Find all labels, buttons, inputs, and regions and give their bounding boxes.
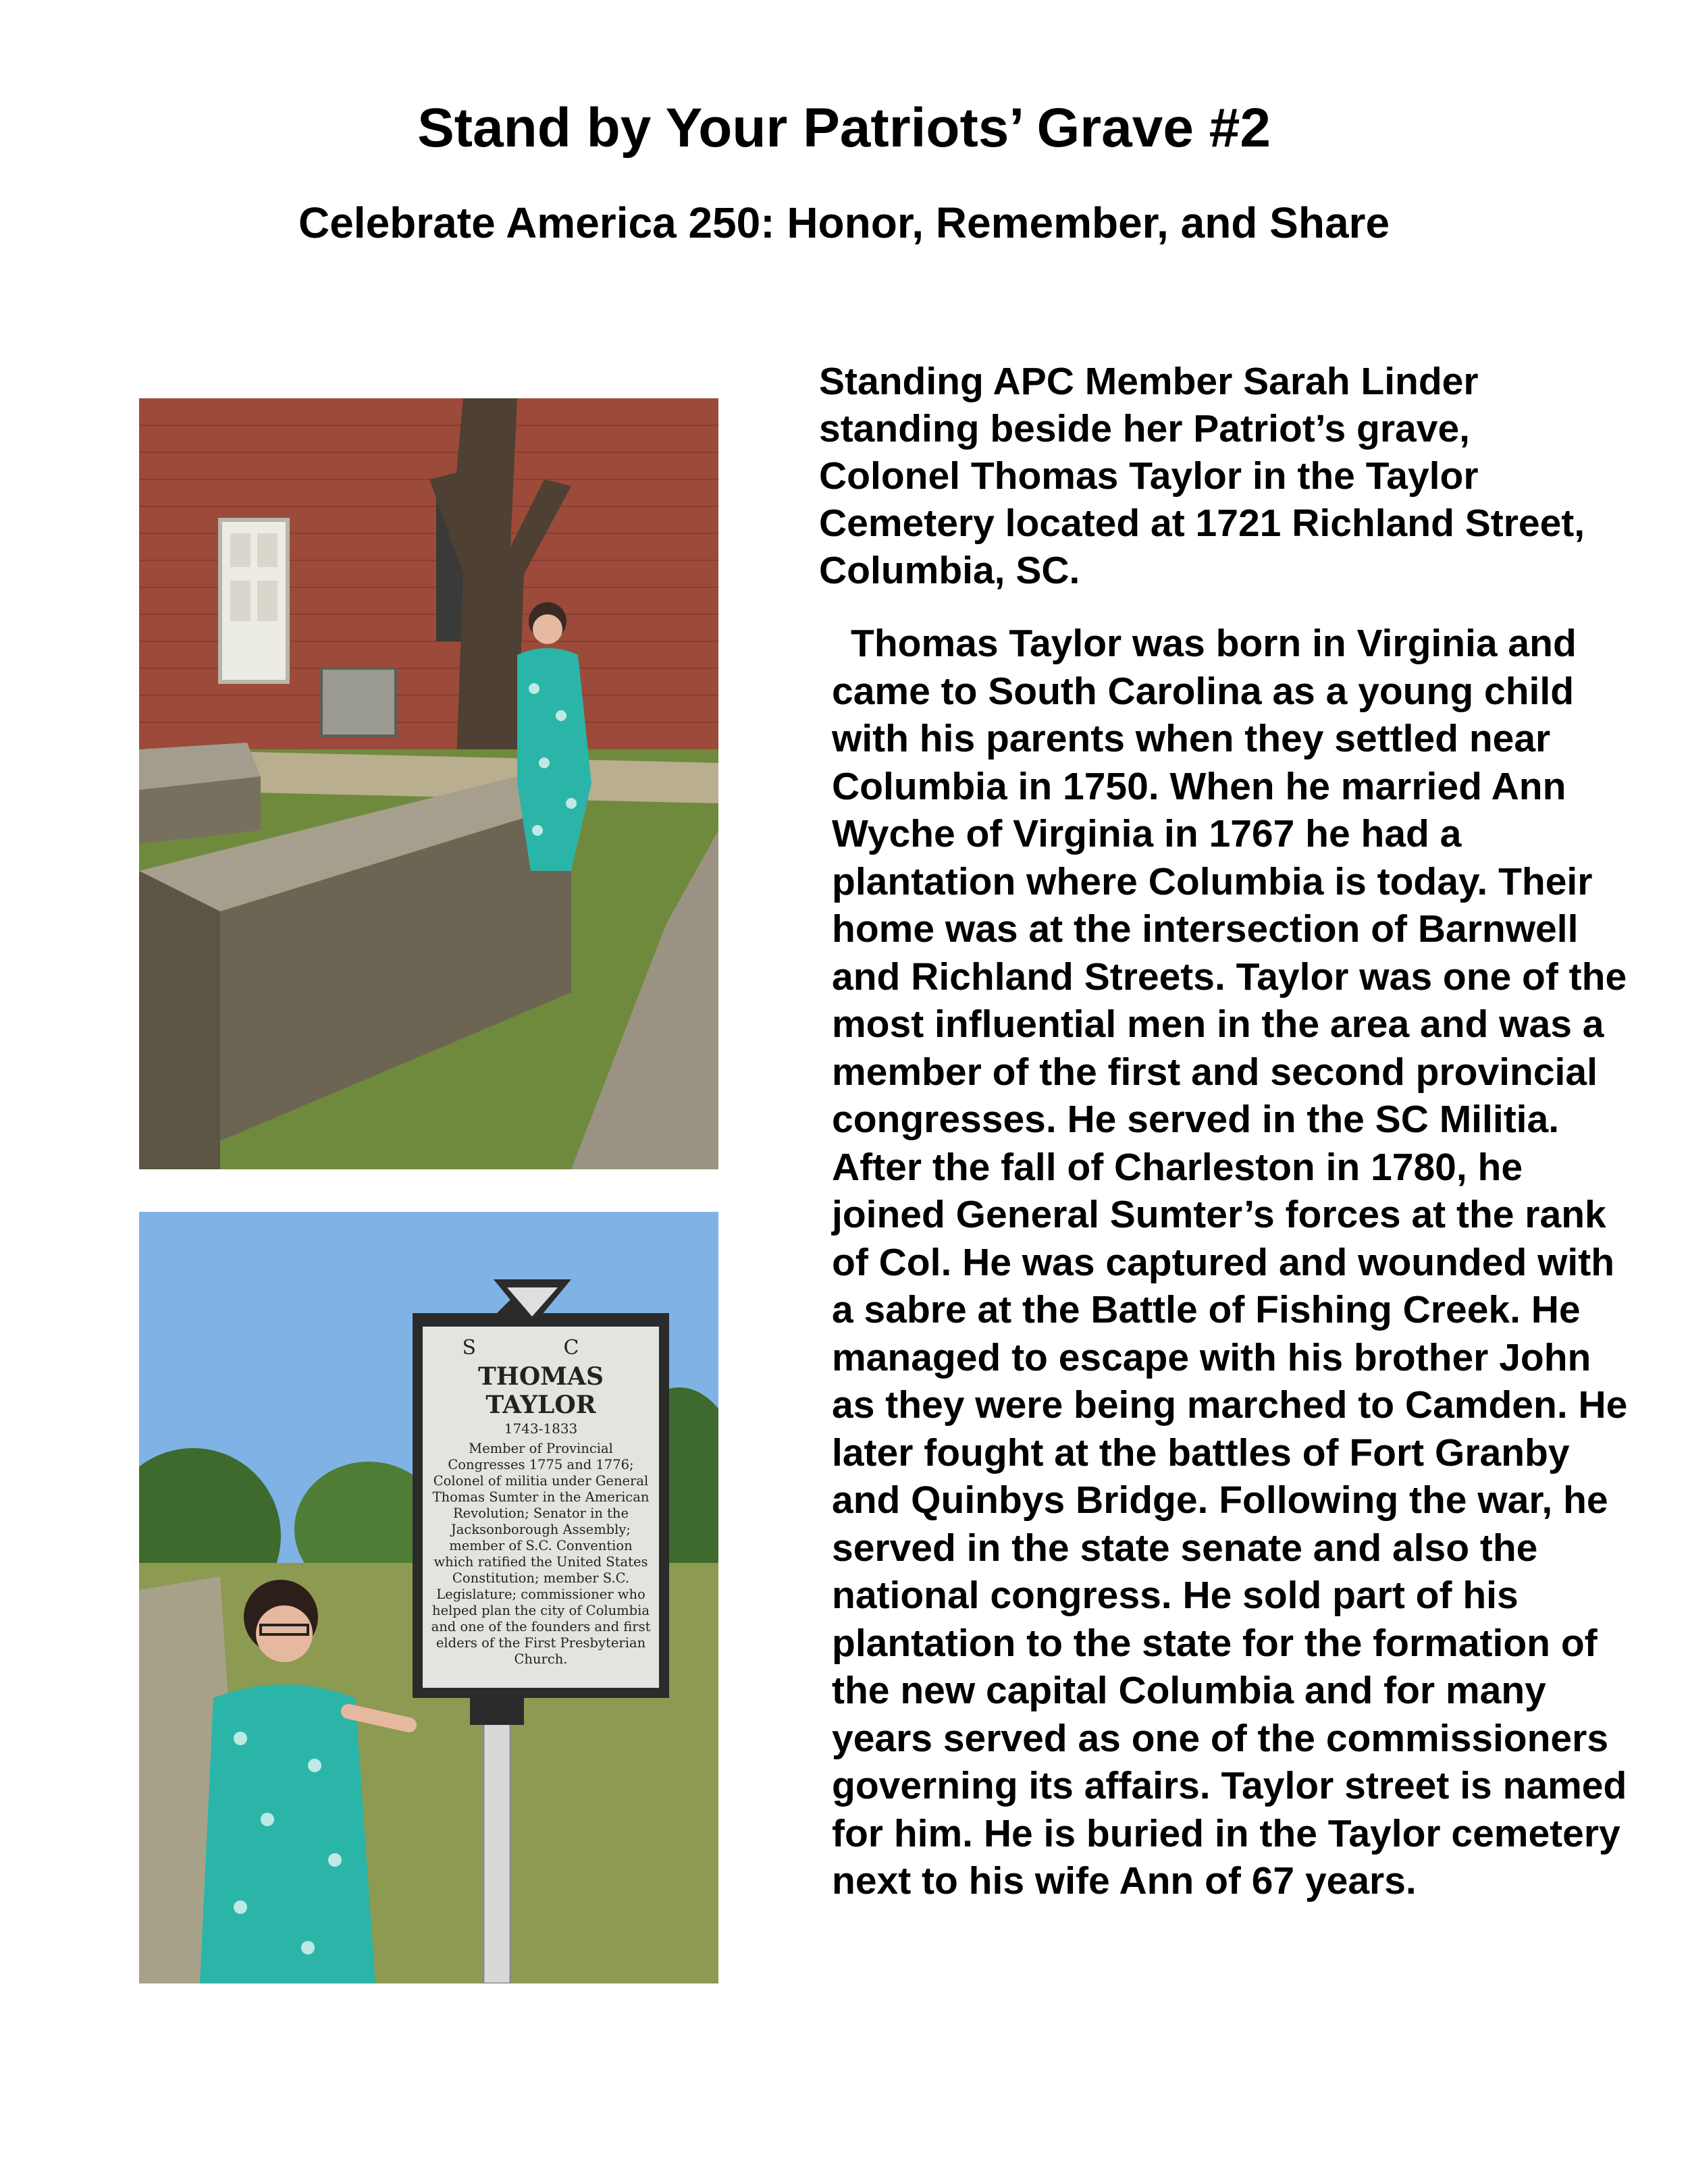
page-title: Stand by Your Patriots’ Grave #2 [417, 97, 1271, 159]
grave-photo [139, 398, 718, 1169]
biography-text: Thomas Taylor was born in Virginia and came to South Carolina as a young child with his parents when they settled near Columbia in 1750. When he married Ann Wyche of Virginia in 1767 he had a plantation where Columbia is today. Their home was at the intersection of Barnwell and Richland Streets. Taylor was one of the most influential men in the area and was a member of the first and second provincial congresses. He served in the SC Militia. After the fall of Charleston in 1780, he joined General Sumter’s forces at the rank of Col. He was captured and wounded with a sabre at the Battle of Fishing Creek. He managed to escape with his brother John as they were being marched to Camden. He later fought at the battles of Fort Granby and Quinbys Bridge. Following the war, he served in the state senate and also the national congress. He sold part of his plantation to the state for the formation of the new capital Columbia and for many years served as one of the commissioners governing its affairs. Taylor street is named for him. He is buried in the Taylor cemetery next to his wife Ann of 67 years. [832, 622, 1628, 1902]
marker-photo [139, 1212, 718, 1983]
marker-post [483, 1684, 510, 1983]
ac-unit [321, 668, 396, 736]
marker-inscription: Member of Provincial Congresses 1775 and 1776; Colonel of militia under General Thomas Sumter in the American Revolution; Senator in the Jacksonborough Assembly; member of S.C. Convention which ratified the United States Constitution; member S.C. Legislature; commissioner who helped plan the city of Columbia and one of the founders and first elders of the First Presbyterian Church. [431, 1441, 651, 1667]
marker-state-letters: S C [462, 1336, 620, 1360]
woman-dress [200, 1684, 375, 1983]
grave-photo-illustration [139, 398, 718, 1169]
marker-years: 1743-1833 [504, 1420, 578, 1437]
marker-name: THOMAS TAYLOR [478, 1362, 604, 1419]
marker-text [431, 1333, 651, 1681]
photo-caption: Standing APC Member Sarah Linder standing beside her Patriot’s grave, Colonel Thomas Taylor in the Taylor Cemetery located at 1721 Richland Street, Columbia, SC. [819, 360, 1585, 592]
page-subtitle: Celebrate America 250: Honor, Remember, and Share [298, 198, 1390, 247]
